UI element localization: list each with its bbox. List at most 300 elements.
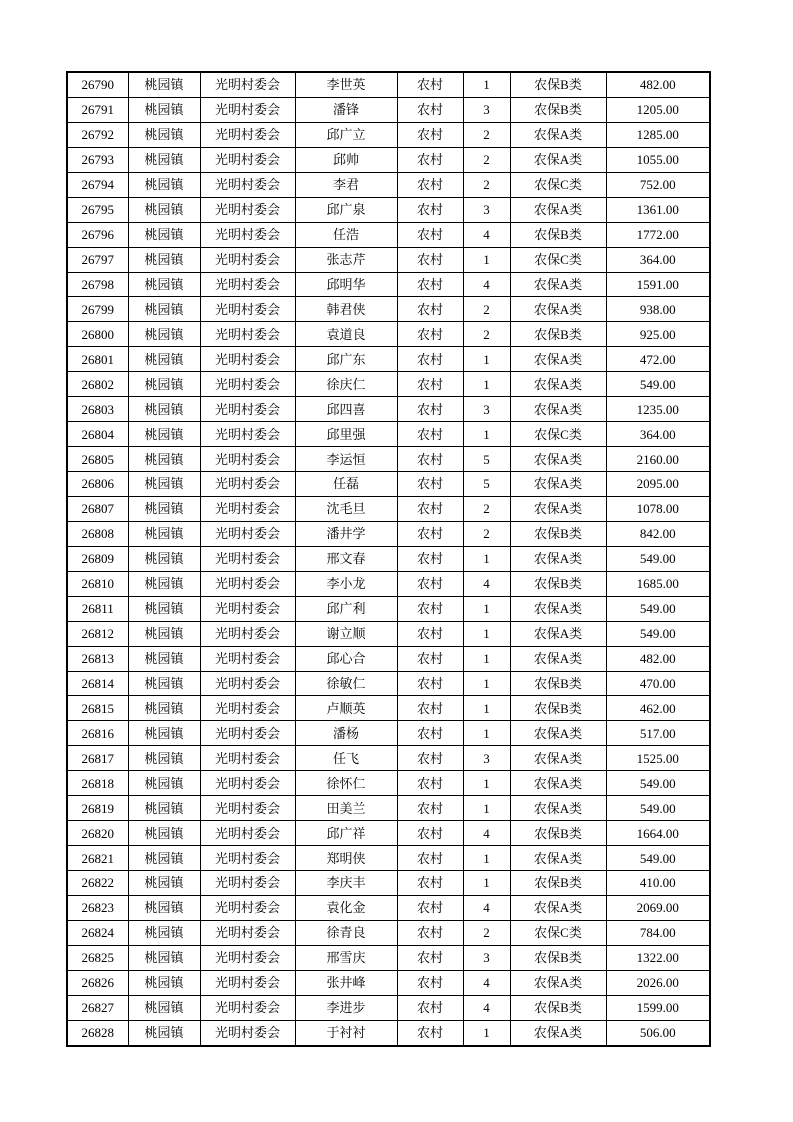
table-cell: 李君 [295, 172, 397, 197]
table-cell: 光明村委会 [200, 671, 295, 696]
table-cell: 26822 [67, 871, 128, 896]
table-cell: 光明村委会 [200, 871, 295, 896]
table-cell: 农村 [397, 846, 463, 871]
table-cell: 农村 [397, 671, 463, 696]
table-cell: 邱帅 [295, 147, 397, 172]
table-cell: 农村 [397, 247, 463, 272]
table-cell: 光明村委会 [200, 72, 295, 97]
table-row [67, 397, 710, 422]
table-cell: 925.00 [606, 322, 710, 347]
table-cell: 光明村委会 [200, 1020, 295, 1045]
table-row [67, 895, 710, 920]
table-cell: 邱明华 [295, 272, 397, 297]
table-cell: 3 [463, 746, 510, 771]
table-row [67, 372, 710, 397]
table-cell: 农保B类 [510, 97, 606, 122]
table-cell: 26815 [67, 696, 128, 721]
table-cell: 农村 [397, 796, 463, 821]
table-cell: 袁化金 [295, 895, 397, 920]
table-cell: 光明村委会 [200, 821, 295, 846]
table-cell: 农村 [397, 322, 463, 347]
table-cell: 26825 [67, 945, 128, 970]
table-cell: 农村 [397, 397, 463, 422]
table-row [67, 172, 710, 197]
table-row [67, 496, 710, 521]
table-row [67, 347, 710, 372]
table-row [67, 322, 710, 347]
table-cell: 农保A类 [510, 347, 606, 372]
table-cell: 农村 [397, 172, 463, 197]
table-cell: 4 [463, 272, 510, 297]
table-cell: 农村 [397, 197, 463, 222]
table-cell: 1599.00 [606, 995, 710, 1020]
table-cell: 光明村委会 [200, 995, 295, 1020]
table-cell: 邱广东 [295, 347, 397, 372]
table-cell: 光明村委会 [200, 247, 295, 272]
table-cell: 光明村委会 [200, 472, 295, 497]
table-cell: 农保A类 [510, 472, 606, 497]
table-cell: 1 [463, 671, 510, 696]
table-row [67, 472, 710, 497]
table-cell: 光明村委会 [200, 447, 295, 472]
table-cell: 光明村委会 [200, 746, 295, 771]
table-cell: 506.00 [606, 1020, 710, 1045]
table-cell: 1 [463, 696, 510, 721]
table-cell: 桃园镇 [128, 147, 200, 172]
table-cell: 农保B类 [510, 521, 606, 546]
table-row [67, 621, 710, 646]
table-cell: 2 [463, 496, 510, 521]
table-cell: 26808 [67, 521, 128, 546]
table-cell: 农村 [397, 871, 463, 896]
table-row [67, 771, 710, 796]
table-cell: 农保B类 [510, 571, 606, 596]
table-cell: 农村 [397, 721, 463, 746]
table-cell: 1 [463, 796, 510, 821]
table-cell: 26793 [67, 147, 128, 172]
table-cell: 549.00 [606, 621, 710, 646]
table-cell: 农保A类 [510, 621, 606, 646]
table-cell: 潘井学 [295, 521, 397, 546]
table-cell: 农保C类 [510, 920, 606, 945]
table-cell: 光明村委会 [200, 721, 295, 746]
table-cell: 任飞 [295, 746, 397, 771]
table-cell: 桃园镇 [128, 521, 200, 546]
table-sheet [66, 71, 711, 1047]
table-cell: 462.00 [606, 696, 710, 721]
table-cell: 4 [463, 895, 510, 920]
table-cell: 桃园镇 [128, 546, 200, 571]
table-cell: 26817 [67, 746, 128, 771]
table-cell: 1 [463, 721, 510, 746]
table-row [67, 970, 710, 995]
table-cell: 桃园镇 [128, 272, 200, 297]
table-cell: 农保A类 [510, 596, 606, 621]
table-cell: 26790 [67, 72, 128, 97]
table-cell: 农保A类 [510, 272, 606, 297]
table-row [67, 297, 710, 322]
table-cell: 2 [463, 920, 510, 945]
table-row [67, 721, 710, 746]
table-cell: 2160.00 [606, 447, 710, 472]
table-cell: 张志芹 [295, 247, 397, 272]
table-cell: 农村 [397, 995, 463, 1020]
table-row [67, 447, 710, 472]
table-cell: 农村 [397, 97, 463, 122]
table-cell: 农保B类 [510, 821, 606, 846]
table-row [67, 671, 710, 696]
table-cell: 农村 [397, 621, 463, 646]
table-cell: 光明村委会 [200, 771, 295, 796]
table-cell: 26804 [67, 422, 128, 447]
table-cell: 784.00 [606, 920, 710, 945]
table-cell: 农村 [397, 970, 463, 995]
table-cell: 26828 [67, 1020, 128, 1045]
table-cell: 26796 [67, 222, 128, 247]
table-cell: 549.00 [606, 771, 710, 796]
table-cell: 农村 [397, 596, 463, 621]
table-cell: 光明村委会 [200, 97, 295, 122]
table-row [67, 746, 710, 771]
table-cell: 光明村委会 [200, 372, 295, 397]
table-cell: 桃园镇 [128, 846, 200, 871]
table-row [67, 1020, 710, 1045]
table-cell: 364.00 [606, 247, 710, 272]
table-cell: 桃园镇 [128, 297, 200, 322]
table-cell: 农村 [397, 521, 463, 546]
table-cell: 2095.00 [606, 472, 710, 497]
table-cell: 桃园镇 [128, 746, 200, 771]
table-cell: 邢文春 [295, 546, 397, 571]
table-cell: 农保A类 [510, 397, 606, 422]
table-row [67, 72, 710, 97]
table-cell: 桃园镇 [128, 197, 200, 222]
table-cell: 26818 [67, 771, 128, 796]
table-cell: 26816 [67, 721, 128, 746]
table-cell: 2 [463, 521, 510, 546]
table-cell: 26798 [67, 272, 128, 297]
table-cell: 农村 [397, 821, 463, 846]
table-row [67, 247, 710, 272]
table-cell: 1235.00 [606, 397, 710, 422]
table-cell: 1 [463, 646, 510, 671]
table-cell: 农村 [397, 945, 463, 970]
table-cell: 1 [463, 347, 510, 372]
table-cell: 农村 [397, 920, 463, 945]
table-cell: 农保B类 [510, 322, 606, 347]
table-cell: 桃园镇 [128, 496, 200, 521]
table-cell: 364.00 [606, 422, 710, 447]
table-cell: 2 [463, 147, 510, 172]
table-cell: 潘锋 [295, 97, 397, 122]
table-cell: 桃园镇 [128, 1020, 200, 1045]
table-cell: 农村 [397, 1020, 463, 1045]
table-cell: 农村 [397, 746, 463, 771]
table-cell: 农保B类 [510, 72, 606, 97]
table-cell: 光明村委会 [200, 397, 295, 422]
table-cell: 光明村委会 [200, 621, 295, 646]
table-cell: 26801 [67, 347, 128, 372]
table-cell: 光明村委会 [200, 796, 295, 821]
table-cell: 1 [463, 422, 510, 447]
table-cell: 农村 [397, 571, 463, 596]
table-cell: 1 [463, 72, 510, 97]
table-cell: 3 [463, 397, 510, 422]
table-cell: 于衬衬 [295, 1020, 397, 1045]
table-row [67, 197, 710, 222]
table-cell: 549.00 [606, 596, 710, 621]
table-cell: 5 [463, 447, 510, 472]
table-cell: 袁道良 [295, 322, 397, 347]
table-cell: 农保A类 [510, 1020, 606, 1045]
table-cell: 农村 [397, 646, 463, 671]
table-row [67, 272, 710, 297]
table-cell: 2026.00 [606, 970, 710, 995]
table-cell: 农村 [397, 347, 463, 372]
table-row [67, 796, 710, 821]
table-cell: 桃园镇 [128, 970, 200, 995]
table-cell: 1 [463, 771, 510, 796]
table-cell: 农保A类 [510, 546, 606, 571]
table-cell: 4 [463, 571, 510, 596]
table-row [67, 546, 710, 571]
table-cell: 1322.00 [606, 945, 710, 970]
table-cell: 农保A类 [510, 895, 606, 920]
table-row [67, 122, 710, 147]
table-cell: 农村 [397, 122, 463, 147]
table-row [67, 596, 710, 621]
table-cell: 光明村委会 [200, 122, 295, 147]
table-cell: 李庆丰 [295, 871, 397, 896]
table-cell: 26809 [67, 546, 128, 571]
table-cell: 482.00 [606, 72, 710, 97]
table-cell: 4 [463, 821, 510, 846]
table-cell: 农保A类 [510, 721, 606, 746]
table-cell: 邱广立 [295, 122, 397, 147]
table-cell: 桃园镇 [128, 721, 200, 746]
table-cell: 光明村委会 [200, 297, 295, 322]
table-cell: 农保C类 [510, 172, 606, 197]
table-cell: 1 [463, 846, 510, 871]
table-cell: 桃园镇 [128, 646, 200, 671]
table-cell: 1285.00 [606, 122, 710, 147]
table-cell: 农村 [397, 272, 463, 297]
table-cell: 桃园镇 [128, 821, 200, 846]
table-cell: 邱广泉 [295, 197, 397, 222]
table-cell: 农保B类 [510, 671, 606, 696]
table-cell: 农保B类 [510, 696, 606, 721]
table-cell: 桃园镇 [128, 621, 200, 646]
table-cell: 桃园镇 [128, 671, 200, 696]
table-cell: 桃园镇 [128, 596, 200, 621]
table-cell: 26824 [67, 920, 128, 945]
table-cell: 邱广祥 [295, 821, 397, 846]
table-cell: 韩君侠 [295, 297, 397, 322]
table-cell: 农保A类 [510, 447, 606, 472]
table-cell: 桃园镇 [128, 571, 200, 596]
table-cell: 26800 [67, 322, 128, 347]
table-cell: 26802 [67, 372, 128, 397]
table-cell: 农保C类 [510, 247, 606, 272]
table-cell: 桃园镇 [128, 472, 200, 497]
table-cell: 任浩 [295, 222, 397, 247]
table-cell: 桃园镇 [128, 945, 200, 970]
table-cell: 26794 [67, 172, 128, 197]
table-cell: 农村 [397, 895, 463, 920]
table-cell: 农村 [397, 72, 463, 97]
table-cell: 农村 [397, 771, 463, 796]
table-cell: 26803 [67, 397, 128, 422]
table-cell: 光明村委会 [200, 521, 295, 546]
table-cell: 农村 [397, 422, 463, 447]
table-cell: 农保B类 [510, 945, 606, 970]
table-cell: 农保C类 [510, 422, 606, 447]
table-cell: 2069.00 [606, 895, 710, 920]
table-cell: 任磊 [295, 472, 397, 497]
table-cell: 光明村委会 [200, 895, 295, 920]
table-cell: 桃园镇 [128, 920, 200, 945]
table-cell: 桃园镇 [128, 247, 200, 272]
table-cell: 光明村委会 [200, 945, 295, 970]
table-cell: 26813 [67, 646, 128, 671]
table-cell: 桃园镇 [128, 995, 200, 1020]
table-cell: 光明村委会 [200, 272, 295, 297]
table-cell: 光明村委会 [200, 920, 295, 945]
table-cell: 沈毛旦 [295, 496, 397, 521]
table-cell: 549.00 [606, 372, 710, 397]
table-cell: 2 [463, 122, 510, 147]
table-row [67, 846, 710, 871]
table-cell: 农村 [397, 297, 463, 322]
table-row [67, 945, 710, 970]
table-cell: 光明村委会 [200, 422, 295, 447]
table-cell: 光明村委会 [200, 347, 295, 372]
table-cell: 1205.00 [606, 97, 710, 122]
table-cell: 李世英 [295, 72, 397, 97]
table-cell: 农保A类 [510, 147, 606, 172]
table-cell: 26823 [67, 895, 128, 920]
table-cell: 桃园镇 [128, 895, 200, 920]
table-row [67, 422, 710, 447]
table-cell: 3 [463, 945, 510, 970]
table-cell: 农村 [397, 447, 463, 472]
table-cell: 光明村委会 [200, 696, 295, 721]
table-cell: 光明村委会 [200, 846, 295, 871]
table-cell: 农保B类 [510, 995, 606, 1020]
table-cell: 张井峰 [295, 970, 397, 995]
table-cell: 桃园镇 [128, 372, 200, 397]
table-cell: 1 [463, 871, 510, 896]
table-cell: 光明村委会 [200, 147, 295, 172]
table-cell: 桃园镇 [128, 422, 200, 447]
table-cell: 光明村委会 [200, 172, 295, 197]
table-cell: 农保A类 [510, 970, 606, 995]
table-cell: 1 [463, 372, 510, 397]
table-cell: 光明村委会 [200, 571, 295, 596]
table-cell: 桃园镇 [128, 97, 200, 122]
table-cell: 光明村委会 [200, 546, 295, 571]
table-cell: 郑明侠 [295, 846, 397, 871]
table-cell: 李小龙 [295, 571, 397, 596]
table-cell: 农保A类 [510, 297, 606, 322]
table-cell: 2 [463, 322, 510, 347]
table-cell: 26827 [67, 995, 128, 1020]
table-cell: 桃园镇 [128, 222, 200, 247]
table-cell: 光明村委会 [200, 596, 295, 621]
table-cell: 田美兰 [295, 796, 397, 821]
table-cell: 邱广利 [295, 596, 397, 621]
table-cell: 1685.00 [606, 571, 710, 596]
table-cell: 徐敏仁 [295, 671, 397, 696]
data-table [66, 71, 711, 1047]
table-cell: 桃园镇 [128, 771, 200, 796]
table-cell: 桃园镇 [128, 796, 200, 821]
table-cell: 26795 [67, 197, 128, 222]
table-cell: 4 [463, 995, 510, 1020]
table-cell: 26821 [67, 846, 128, 871]
table-cell: 光明村委会 [200, 222, 295, 247]
table-cell: 农保A类 [510, 496, 606, 521]
table-cell: 农保A类 [510, 771, 606, 796]
table-cell: 3 [463, 97, 510, 122]
table-cell: 农村 [397, 222, 463, 247]
table-cell: 26810 [67, 571, 128, 596]
table-cell: 农村 [397, 147, 463, 172]
table-cell: 3 [463, 197, 510, 222]
table-cell: 农保B类 [510, 871, 606, 896]
table-cell: 26819 [67, 796, 128, 821]
table-cell: 卢顺英 [295, 696, 397, 721]
table-cell: 4 [463, 970, 510, 995]
table-cell: 1525.00 [606, 746, 710, 771]
table-row [67, 821, 710, 846]
table-cell: 桃园镇 [128, 122, 200, 147]
table-cell: 549.00 [606, 796, 710, 821]
table-cell: 光明村委会 [200, 496, 295, 521]
table-cell: 517.00 [606, 721, 710, 746]
table-cell: 938.00 [606, 297, 710, 322]
table-cell: 徐怀仁 [295, 771, 397, 796]
table-cell: 桃园镇 [128, 397, 200, 422]
table-row [67, 521, 710, 546]
table-cell: 邢雪庆 [295, 945, 397, 970]
table-cell: 桃园镇 [128, 172, 200, 197]
table-cell: 26820 [67, 821, 128, 846]
table-cell: 26806 [67, 472, 128, 497]
table-cell: 842.00 [606, 521, 710, 546]
table-cell: 2 [463, 172, 510, 197]
table-cell: 26814 [67, 671, 128, 696]
table-row [67, 571, 710, 596]
table-cell: 徐青良 [295, 920, 397, 945]
table-cell: 光明村委会 [200, 970, 295, 995]
table-cell: 邱里强 [295, 422, 397, 447]
table-cell: 482.00 [606, 646, 710, 671]
table-cell: 农保A类 [510, 796, 606, 821]
table-row [67, 97, 710, 122]
table-cell: 4 [463, 222, 510, 247]
table-cell: 邱四喜 [295, 397, 397, 422]
table-cell: 谢立顺 [295, 621, 397, 646]
table-cell: 1 [463, 1020, 510, 1045]
table-cell: 桃园镇 [128, 447, 200, 472]
table-cell: 1 [463, 596, 510, 621]
table-row [67, 871, 710, 896]
table-cell: 光明村委会 [200, 197, 295, 222]
table-cell: 410.00 [606, 871, 710, 896]
table-cell: 农保A类 [510, 746, 606, 771]
table-cell: 徐庆仁 [295, 372, 397, 397]
